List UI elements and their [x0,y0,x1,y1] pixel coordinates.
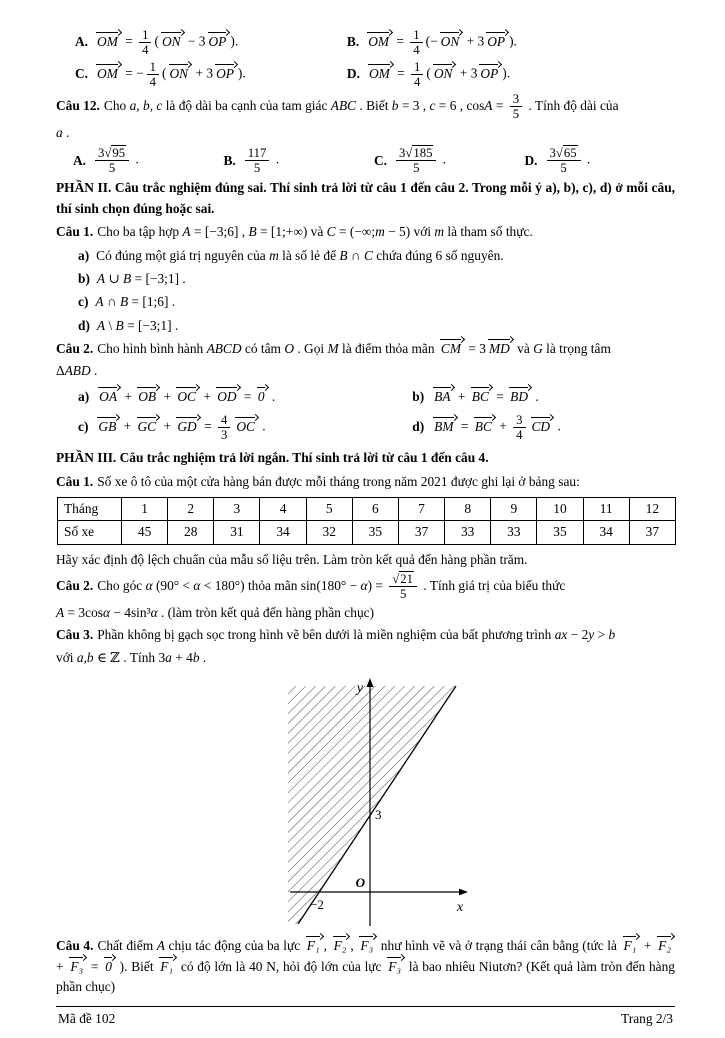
table-cell: 3 [214,497,260,520]
vector: F₂ [333,938,347,954]
item-text: GB + GC + GD = $\frac{4}{3}$ OC . [98,413,266,443]
sqrt: √21 [392,572,413,586]
fraction: $\frac{1}{4}$ [410,28,422,57]
vector: ON [440,33,460,49]
part3-question-3-cont [56,648,675,668]
table-cell: 9 [491,497,537,520]
part3-question-1-instruction: Hãy xác định độ lệch chuẩn của mẫu số liệu trên. Làm tròn kết quả đến hàng phần trăm. [56,551,528,567]
vector: OP [487,33,506,49]
item-label: c) [78,294,89,310]
vector: OB [138,388,157,404]
option-b [347,28,675,57]
option-b [224,146,375,175]
fraction: $\frac{1}{4}$ [147,60,159,89]
vector-options-row-1 [56,28,675,57]
vector: F₃ [360,938,374,954]
question-label: Câu 3. [56,627,94,643]
vector: OM [97,33,118,49]
option-label: C. [374,152,388,168]
table-cell: 35 [352,521,398,544]
table-cell: 2 [168,497,214,520]
vector: BA [434,388,451,404]
item-label: d) [412,419,425,435]
question-label: Câu 2. [56,577,94,593]
option-a [73,146,224,175]
vector: CM [440,341,462,356]
fraction: $\frac{3}{5}$ [510,92,522,121]
table-cell: Tháng [58,497,122,520]
item-b [56,269,675,289]
item-text: BM = BC + $\frac{3}{4}$ CD . [434,413,561,443]
sqrt: √65 [555,146,577,161]
question-text: A = 3cosα − 4sin³α . (làm tròn kết quả đến hàng phần chục) [56,605,375,620]
part3-heading: PHẦN III. Câu trắc nghiệm trả lời ngắn. Thí sinh trả lời từ câu 1 đến câu 4. [56,450,489,466]
question-label: Câu 1. [56,224,94,240]
part3-question-2 [56,572,675,601]
question-text: Cho góc α (90° < α < 180°) thỏa mãn sin(180° − α) = $\frac{√21}{5}$ . Tính giá trị của biểu thức [97,572,566,601]
fraction: $\frac{3}{4}$ [513,413,525,442]
exam-code: Mã đề 102 [58,1011,116,1027]
question-text: a . [56,125,70,140]
part2-question-1-items [56,246,675,337]
item-c [56,292,675,312]
question-text: Cho hình bình hành ABCD có tâm O . Gọi M là điểm thỏa mãn CM = 3 MD và G là trọng tâm [97,341,611,356]
part2-question-2-cont [56,361,675,381]
vector: BM [434,418,454,434]
item-label: c) [78,419,89,435]
vector: BC [474,418,492,434]
option-formula: $\frac{3√65}{5}$ . [544,146,591,175]
vector-options-row-2 [56,60,675,89]
item-text: A ∩ B = [1;6] . [95,294,176,310]
option-label: B. [223,152,236,168]
item-a [56,387,390,407]
table-cell: 11 [583,497,629,520]
item-text: BA + BC = BD . [434,388,539,404]
fraction: $\frac{3√95}{5}$ [95,146,129,175]
vector: 0 [257,388,265,404]
inequality-region-figure [56,672,675,934]
question-text: Cho a, b, c là độ dài ba cạnh của tam giác ABC . Biết b = 3 , c = 6 , cosA = $\frac{3}{5}$ . Tính độ dài của [103,92,619,121]
vector: GD [177,418,197,434]
table-cell: 1 [122,497,168,520]
table-cell: 12 [629,497,675,520]
table-cell: 33 [445,521,491,544]
fraction: $\frac{3√65}{5}$ [547,146,581,175]
part3-question-3 [56,625,675,645]
page-footer [56,1006,675,1029]
item-b [390,387,675,407]
option-label: C. [75,66,89,82]
vector: 0 [105,958,112,974]
table-cell: 28 [168,521,214,544]
sqrt: √95 [104,146,126,161]
vector: OP [208,33,227,49]
item-label: b) [78,270,90,286]
vector: OM [368,65,390,81]
fraction: $\frac{1}{4}$ [411,60,423,89]
table-cell: 4 [260,497,306,520]
option-label: A. [75,34,89,50]
item-label: b) [412,388,425,404]
table-cell: 7 [398,497,444,520]
hatched-region [288,686,456,924]
table-cell: 31 [214,521,260,544]
sqrt: √185 [405,146,433,161]
option-label: D. [524,152,538,168]
item-text: A ∪ B = [−3;1] . [96,270,186,286]
table-cell: 45 [122,521,168,544]
part3-question-2-cont [56,603,675,623]
vector: BD [510,388,529,404]
axis-label-x: x [456,900,463,916]
option-d [347,60,675,89]
table-cell: 37 [398,521,444,544]
part3-question-4 [56,936,675,997]
axis-label-y: y [356,681,363,697]
part2-heading: PHẦN II. Câu trắc nghiệm đúng sai. Thí sinh trả lời từ câu 1 đến câu 2. Trong mỗi ý a), b), c), d) ở mỗi câu, thí sinh chọn đúng hoặc sai. [56,180,675,216]
question-12-cont [56,123,675,143]
item-c [56,413,390,442]
origin-label: O [355,875,365,891]
fraction: $\frac{117}{5}$ [245,146,270,175]
table-cell: 32 [306,521,352,544]
question-label: Câu 12. [56,97,100,113]
question-text: Phần không bị gạch sọc trong hình vẽ bên dưới là miền nghiệm của bất phương trình ax − 2y > b [97,627,616,643]
monthly-sales-table [57,497,676,545]
vector: ON [161,33,181,49]
option-formula: $\frac{117}{5}$ . [242,146,279,175]
question-text: Cho ba tập hợp A = [−3;6] , B = [1;+∞) và C = (−∞;m − 5) với m là tham số thực. [97,224,533,240]
table-cell: 5 [306,497,352,520]
fraction: $\frac{4}{3}$ [218,413,230,442]
vector: OM [368,33,390,49]
item-label: a) [78,247,90,263]
vector: CD [531,418,551,434]
table-row [58,521,676,544]
table-cell: 34 [260,521,306,544]
vector: F₁ [160,958,174,974]
table-cell: 8 [445,497,491,520]
item-label: a) [78,388,90,404]
table-row [58,497,676,520]
vector: ON [433,65,453,81]
table-cell: Số xe [58,521,122,544]
question-12-options [73,146,675,175]
question-label: Câu 2. [56,341,94,356]
part2-question-1 [56,222,675,242]
question-text: ΔABD . [56,363,98,379]
vector: OA [99,388,118,404]
option-c [374,146,525,175]
y-axis-arrow-icon [366,678,373,687]
option-formula: $\frac{3√185}{5}$ . [393,146,446,175]
tick-label-neg2: −2 [309,897,324,913]
option-label: A. [73,152,87,168]
x-axis-arrow-icon [459,889,468,896]
part2-question-2 [56,339,675,359]
vector: ON [169,65,189,81]
question-12 [56,92,675,121]
tick-label-3: 3 [374,807,381,823]
item-d [56,316,675,336]
vector: F₃ [388,958,402,974]
vector: OD [217,388,237,404]
option-formula: OM = $\frac{1}{4}$ (− ON + 3 OP ). [368,28,517,57]
option-formula: $\frac{3√95}{5}$ . [92,146,139,175]
item-text: OA + OB + OC + OD = 0 . [99,388,276,404]
table-cell: 33 [491,521,537,544]
vector: F₁ [306,938,320,954]
item-d [390,413,675,442]
option-label: B. [346,34,360,50]
question-text: Chất điểm A chịu tác động của ba lực F₁ , F₂ , F₃ như hình vẽ và ở trạng thái cân bằng (tức là F₁ + F₂ + F₃ = 0 ). Biết F₁ có độ lớn là 40 N, hỏi độ lớn của lực F₃ là bao nhiêu Niutơn? (Kết quả làm tròn đến hàng phần chục) [56,938,676,994]
table-cell: 34 [583,521,629,544]
table-cell: 10 [537,497,583,520]
table-cell: 35 [537,521,583,544]
item-text: A \ B = [−3;1] . [96,317,179,333]
vector: F₂ [658,938,671,954]
question-label: Câu 4. [56,938,94,954]
vector: OC [177,388,196,404]
question-text: với a,b ∈ ℤ . Tính 3a + 4b . [56,649,207,665]
fraction: $\frac{1}{4}$ [139,28,151,57]
vector: OP [480,65,499,81]
vector: GB [98,418,117,434]
question-label: Câu 1. [56,473,94,489]
fraction: $\frac{√21}{5}$ [389,572,417,601]
option-formula: OM = − $\frac{1}{4}$ ( ON + 3 OP ). [97,60,246,89]
item-text: Có đúng một giá trị nguyên của m là số lẻ để B ∩ C chứa đúng 6 số nguyên. [96,247,504,263]
vector: OM [97,65,118,81]
table-cell: 37 [629,521,675,544]
option-a [56,28,347,57]
vector: F₁ [623,938,637,954]
vector: GC [137,418,157,434]
option-formula: OM = $\frac{1}{4}$ ( ON − 3 OP ). [97,28,239,57]
option-d [525,146,676,175]
question-text: Số xe ô tô của một cửa hàng bán được mỗi tháng trong năm 2021 được ghi lại ở bảng sau: [97,473,580,489]
graph-svg [260,672,472,934]
option-c [56,60,347,89]
table-cell: 6 [352,497,398,520]
part3-question-1 [56,472,675,492]
vector: OC [236,418,255,434]
vector: MD [488,341,510,356]
option-label: D. [346,66,360,82]
item-label: d) [78,317,90,333]
item-a [56,246,675,266]
vector: BC [471,388,489,404]
part2-question-2-items [56,384,675,445]
page-number: Trang 2/3 [621,1011,673,1027]
fraction: $\frac{3√185}{5}$ [396,146,436,175]
vector: OP [216,65,234,81]
vector: F₃ [70,958,84,974]
option-formula: OM = $\frac{1}{4}$ ( ON + 3 OP ). [368,60,511,89]
